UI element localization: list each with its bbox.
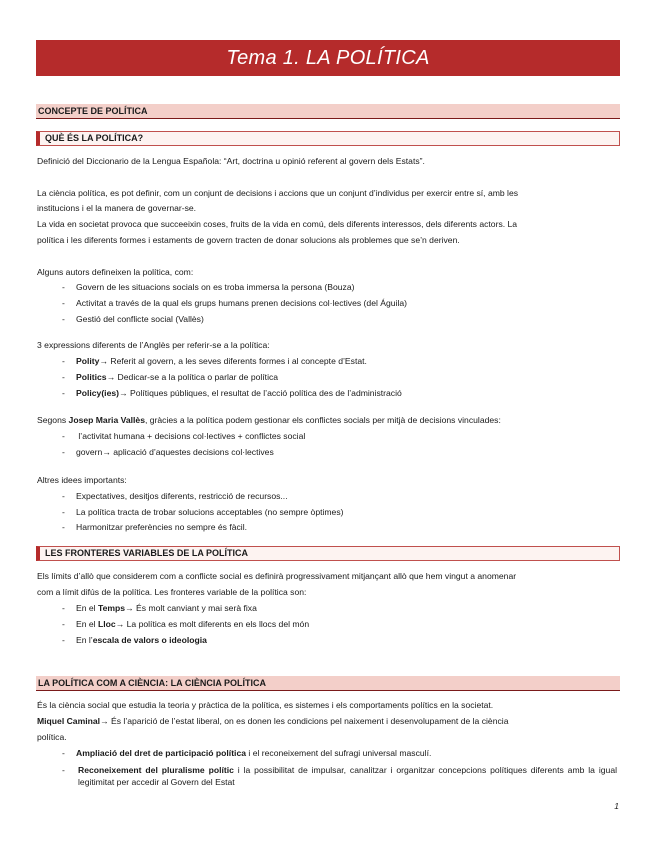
paragraph-line: política i les diferents formes i estaments de govern tracten de donar solucions als problemes que se’n deriven. xyxy=(37,235,460,245)
list-item: - l’activitat humana + decisions col·lectives + conflictes social xyxy=(62,431,306,441)
paragraph-line: Els límits d’allò que considerem com a conflicte social es definirà progressivament mitjançant allò que hem vingut a anomenar xyxy=(37,571,517,581)
list-item: - govern→ aplicació d’aquestes decisions col·lectives xyxy=(62,447,274,457)
altres-intro: Altres idees importants: xyxy=(37,475,127,485)
section-heading-concepte: CONCEPTE DE POLÍTICA xyxy=(36,104,620,119)
list-item: - Reconeixement del pluralisme polític i la possibilitat de impulsar, canalitzar i organitzar concepcions polítiques diferents amb la igual legitimitat per accedir al Govern del Estat xyxy=(62,765,618,787)
list-item: - En l’escala de valors o ideologia xyxy=(62,635,207,645)
cp-definition: És la ciència social que estudia la teoria y pràctica de la política, es sistemes i els comportaments polítics en la societat. xyxy=(37,700,494,710)
paragraph-line: institucions i el la manera de governar-se. xyxy=(37,203,197,213)
expr-intro: 3 expressions diferents de l’Anglès per referir-se a la política: xyxy=(37,340,270,350)
paragraph-line: com a límit difús de la política. Les fronteres variable de la política son: xyxy=(37,587,307,597)
caminal-paragraph: Miquel Caminal→ És l’aparició de l’estat liberal, on es donen les condicions pel naixement i desenvolupament de la ciència xyxy=(37,716,509,726)
list-item: - Govern de les situacions socials on es troba immersa la persona (Bouza) xyxy=(62,282,355,292)
valles-paragraph: Segons Josep Maria Vallès, gràcies a la política podem gestionar els conflictes socials per mitjà de decisions vinculades: xyxy=(37,415,501,425)
paragraph-line: La ciència política, es pot definir, com un conjunt de decisions i accions que un conjunt d’individus per exercir entre sí, amb les xyxy=(37,188,519,198)
paragraph-line: política. xyxy=(37,732,67,742)
list-item: - En el Temps→ És molt canviant y mai serà fixa xyxy=(62,603,257,613)
page-number: 1 xyxy=(614,801,619,811)
list-item: - La política tracta de trobar solucions acceptables (no sempre òptimes) xyxy=(62,507,344,517)
section-heading-ciencia: LA POLÍTICA COM A CIÈNCIA: LA CIÈNCIA POLÍTICA xyxy=(36,676,620,691)
list-item: - Harmonitzar preferències no sempre és fàcil. xyxy=(62,522,247,532)
list-item: - Policy(ies)→ Polítiques públiques, el resultat de l’acció política des de l’administració xyxy=(62,388,402,398)
subheading-que-es: QUÈ ÉS LA POLÍTICA? xyxy=(36,131,620,146)
paragraph-line: La vida en societat provoca que succeeixin coses, fruits de la vida en comú, dels diferents interessos, dels diferents actors. La xyxy=(37,219,518,229)
list-item: - En el Lloc→ La política es molt diferents en els llocs del món xyxy=(62,619,310,629)
definition-paragraph: Definició del Diccionario de la Lengua Española: “Art, doctrina u opinió referent al govern dels Estats”. xyxy=(37,156,425,166)
autors-intro: Alguns autors defineixen la política, com: xyxy=(37,267,194,277)
document-title: Tema 1. LA POLÍTICA xyxy=(226,46,430,69)
list-item: - Expectatives, desitjos diferents, restricció de recursos... xyxy=(62,491,288,501)
list-item: - Ampliació del dret de participació política i el reconeixement del sufragi universal masculí. xyxy=(62,748,432,758)
document-title-bar xyxy=(36,40,620,76)
list-item: - Polity→ Referit al govern, a les seves diferents formes i al concepte d’Estat. xyxy=(62,356,367,366)
list-item: - Politics→ Dedicar-se a la política o parlar de política xyxy=(62,372,279,382)
list-item: - Activitat a través de la qual els grups humans prenen decisions col·lectives (del Águila) xyxy=(62,298,408,308)
subheading-fronteres: LES FRONTERES VARIABLES DE LA POLÍTICA xyxy=(36,546,620,561)
list-item: - Gestió del conflicte social (Vallès) xyxy=(62,314,204,324)
